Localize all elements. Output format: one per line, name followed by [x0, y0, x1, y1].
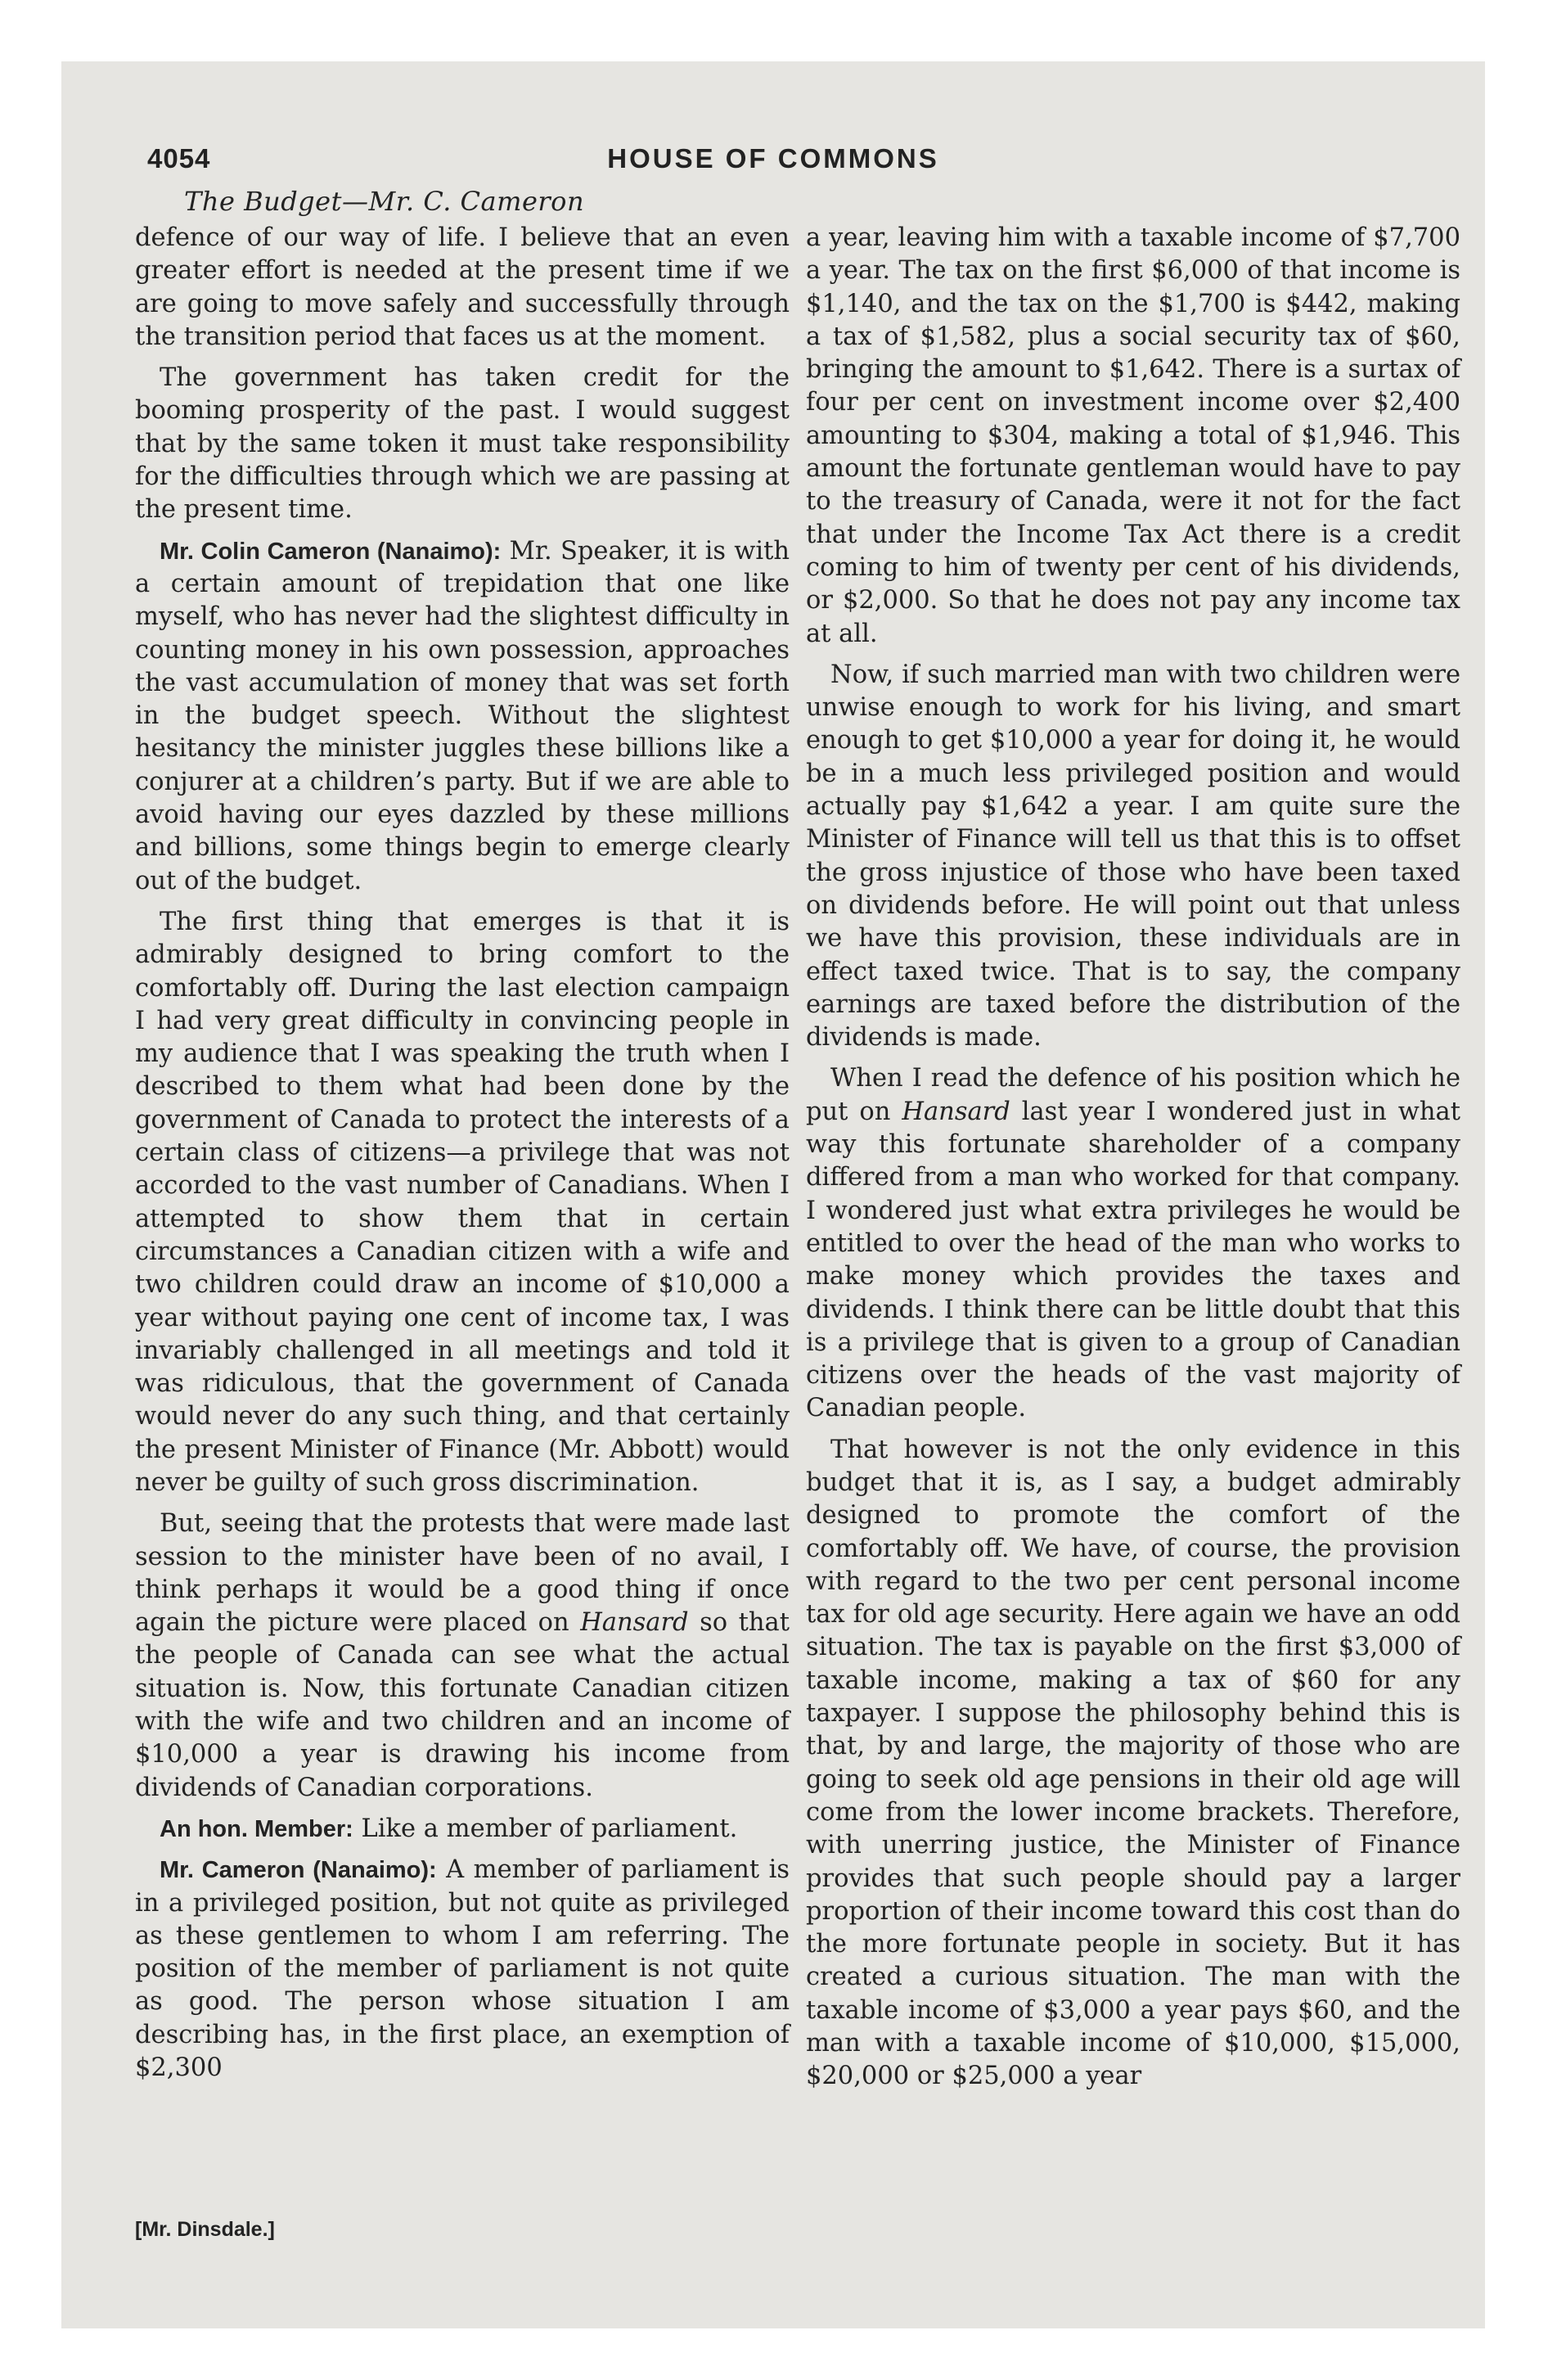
speech-text: Mr. Speaker, it is with a certain amount of trepidation that one like myself, who has never had the slightest difficulty in counting money in his own possession, approaches the vast accumulation of money that was set forth in the budget speech. Without the slightest hesitancy the minister juggles these billions like a conjurer at a children’s party. But if we are able to avoid having our eyes dazzled by these millions and billions, some things begin to emerge clearly out of the budget.: [135, 536, 790, 895]
page-header: [127, 143, 1420, 192]
page-number: 4054: [147, 143, 211, 174]
speaker-name: Mr. Colin Cameron (Nanaimo):: [160, 538, 502, 565]
running-title: HOUSE OF COMMONS: [607, 143, 939, 174]
paragraph: [806, 1062, 1460, 1425]
paragraph: [135, 1813, 790, 1846]
section-subheading: The Budget—Mr. C. Cameron: [184, 186, 585, 217]
speech-text: A member of parliament is in a privileged position, but not quite as privileged as these gentlemen to whom I am referring. The position of the member of parliament is not quite as good. The person whose situation I am describing has, in the first place, an exemption of $2,300: [135, 1855, 790, 2083]
italic-term: Hansard: [902, 1097, 1010, 1126]
paragraph: [135, 1854, 790, 2085]
paragraph: Now, if such married man with two children were unwise enough to work for his living, and smart enough to get $10,000 a year for doing it, he would be in a much less privileged position and would actually pay $1,642 a year. I am quite sure the Minister of Finance will tell us that this is to offset the gross injustice of those who have been taxed on dividends before. He will point out that unless we have this provision, these individuals are in effect taxed twice. That is to say, the company earnings are taxed before the distribution of the dividends is made.: [806, 660, 1460, 1053]
speaker-name: Mr. Cameron (Nanaimo):: [160, 1857, 437, 1884]
paragraph-text: But, seeing that the protests that were made last session to the minister have been of no avail, I think perhaps it would be a good thing if once again the picture were placed on: [135, 1509, 790, 1638]
left-column: [135, 222, 790, 2093]
paragraph: That however is not the only evidence in this budget that it is, as I say, a budget admirably designed to promote the comfort of the comfortably off. We have, of course, the provision with regard to the two per cent personal income tax for old age security. Here again we have an odd situation. The tax is payable on the first $3,000 of taxable income, making a tax of $60 for any taxpayer. I suppose the philosophy behind this is that, by and large, the majority of those who are going to seek old age pensions in their old age will come from the lower income brackets. Therefore, with unerring justice, the Minister of Finance provides that such people should pay a larger proportion of their income toward this cost than do the more fortunate people in society. But it has created a curious situation. The man with the taxable income of $3,000 a year pays $60, and the man with a taxable income of $10,000, $15,000, $20,000 or $25,000 a year: [806, 1435, 1460, 2091]
paragraph: a year, leaving him with a taxable income of $7,700 a year. The tax on the first $6,000 of that income is $1,140, and the tax on the $1,700 is $442, making a tax of $1,582, plus a social security tax of $60, bringing the amount to $1,642. There is a surtax of four per cent on investment income over $2,400 amounting to $304, making a total of $1,946. This amount the fortunate gentleman would have to pay to the treasury of Canada, were it not for the fact that under the Income Tax Act there is a credit coming to him of twenty per cent of his dividends, or $2,000. So that he does not pay any income tax at all.: [806, 223, 1460, 648]
paragraph-text: last year I wondered just in what way this fortunate shareholder of a company differed from a man who worked for that company. I wondered just what extra privileges he would be entitled to over the head of the man who works to make money which provides the taxes and dividends. I think there can be little doubt that this is a privilege that is given to a group of Canadian citizens over the heads of the vast majority of Canadian people.: [806, 1097, 1460, 1423]
paragraph: The government has taken credit for the booming prosperity of the past. I would suggest that by the same token it must take responsibility for the difficulties through which we are passing at the present time.: [135, 363, 790, 525]
paragraph: defence of our way of life. I believe that an even greater effort is needed at the present time if we are going to move safely and successfully through the transition period that faces us at the moment.: [135, 223, 790, 351]
paragraph: The first thing that emerges is that it is admirably designed to bring comfort to the comfortably off. During the last election campaign I had very great difficulty in convincing people in my audience that I was speaking the truth when I described to them what had been done by the government of Canada to protect the interests of a certain class of citizens—a privilege that was not accorded to the vast number of Canadians. When I attempted to show them that in certain circumstances a Canadian citizen with a wife and two children could draw an income of $10,000 a year without paying one cent of income tax, I was invariably challenged in all meetings and told it was ridiculous, that the government of Canada would never do any such thing, and that certainly the present Minister of Finance (Mr. Abbott) would never be guilty of such gross discrimination.: [135, 907, 790, 1497]
paragraph: [135, 535, 790, 898]
footer-note: [Mr. Dinsdale.]: [135, 2218, 275, 2241]
right-column: [806, 222, 1460, 2102]
paragraph: [135, 1508, 790, 1805]
italic-term: Hansard: [580, 1608, 689, 1638]
speaker-name: An hon. Member:: [160, 1815, 353, 1842]
paragraph-text: so that the people of Canada can see what the actual situation is. Now, this fortunate Canadian citizen with the wife and two children and an income of $10,000 a year is drawing his income from dividends of Canadian corporations.: [135, 1608, 790, 1802]
paragraph-text: When I read the defence of his position which he put on: [806, 1064, 1460, 1126]
page-sheet: [61, 61, 1485, 2328]
speech-text: Like a member of parliament.: [353, 1814, 738, 1843]
